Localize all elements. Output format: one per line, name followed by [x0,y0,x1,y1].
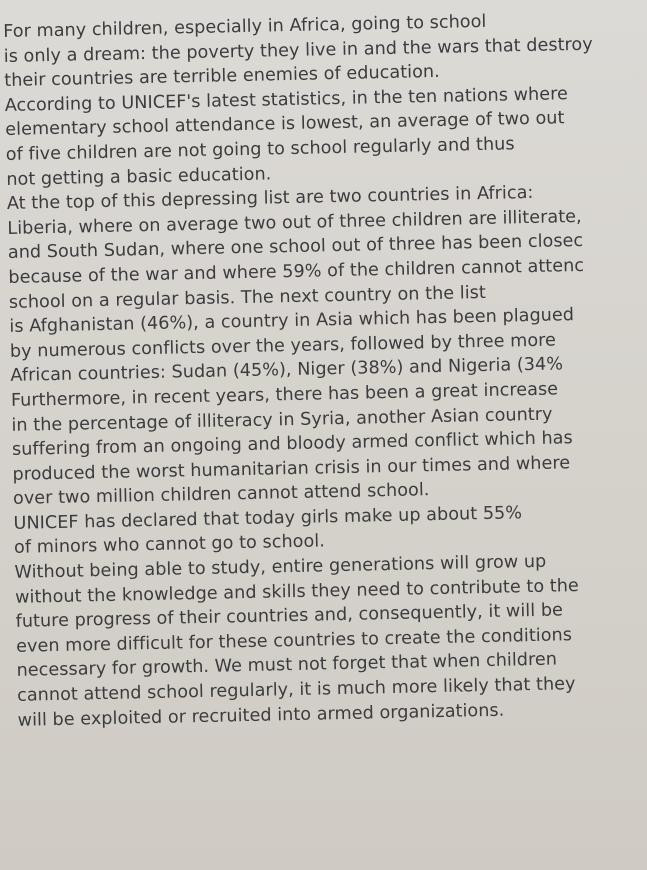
article-text [3,6,647,733]
text-line: elementary school attendance is lowest, an average of two out [5,108,565,141]
text-line: and South Sudan, where one school out of three has been closec [7,231,584,264]
text-line: Without being able to study, entire generations will grow up [14,551,547,583]
text-line: over two million children cannot attend school. [12,480,430,510]
text-line: school on a regular basis. The next country on the list [8,282,487,313]
text-line: future progress of their countries and, consequently, it will be [15,600,564,633]
text-line: is Afghanistan (46%), a country in Asia which has been plagued [9,305,575,338]
text-line: of five children are not going to school regularly and thus [5,134,515,165]
text-line: Furthermore, in recent years, there has been a great increase [10,379,559,411]
text-line: in the percentage of illiteracy in Syria, another Asian country [11,404,553,436]
text-line: not getting a basic education. [6,163,272,190]
text-line: is only a dream: the poverty they live in and the wars that destroy [3,34,593,67]
text-line: by numerous conflicts over the years, followed by three more [9,330,557,362]
text-line: Liberia, where on average two out of three children are illiterate, [7,206,582,239]
text-line: because of the war and where 59% of the children cannot attenc [8,255,585,288]
text-line: without the knowledge and skills they need to contribute to the [14,575,580,608]
text-line: suffering from an ongoing and bloody armed conflict which has [11,428,573,460]
text-line: produced the worst humanitarian crisis in our times and where [12,452,571,485]
text-line: will be exploited or recruited into armed organizations. [17,700,505,731]
text-line: their countries are terrible enemies of education. [4,62,440,92]
text-line: For many children, especially in Africa, going to school [3,11,487,42]
text-line: African countries: Sudan (45%), Niger (38%) and Nigeria (34% [10,354,564,387]
text-line: cannot attend school regularly, it is much more likely that they [16,674,576,706]
text-line: According to UNICEF's latest statistics, in the ten nations where [4,83,569,116]
text-line: even more difficult for these countries to create the conditions [15,625,573,657]
text-line: necessary for growth. We must not forget that when children [16,649,558,682]
text-line: UNICEF has declared that today girls make up about 55% [13,503,523,534]
text-line: of minors who cannot go to school. [13,531,326,559]
text-line: At the top of this depressing list are two countries in Africa: [6,183,534,215]
